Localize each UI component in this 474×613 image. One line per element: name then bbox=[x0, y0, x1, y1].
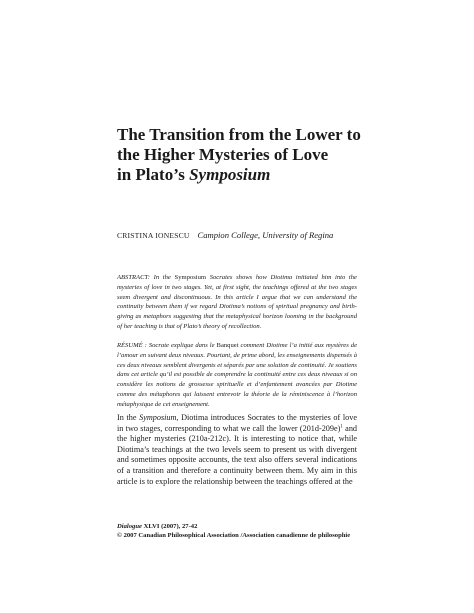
body-text-2: , Diotima introduces Socrates to the mysteries of love in two stages, corresponding to what we call the lower (201d-209e) bbox=[117, 413, 357, 433]
article-title bbox=[117, 125, 417, 185]
author-affiliation: Campion College, University of Regina bbox=[197, 230, 334, 240]
title-line-2: the Higher Mysteries of Love bbox=[117, 145, 329, 164]
byline bbox=[117, 230, 437, 240]
page-footer bbox=[117, 522, 397, 540]
citation-line bbox=[117, 522, 397, 531]
title-line-3-prefix: in Plato’s bbox=[117, 165, 190, 184]
copyright-line: © 2007 Canadian Philosophical Association /Association canadienne de philosophie bbox=[117, 532, 351, 539]
journal-name: Dialogue bbox=[117, 523, 142, 530]
footnote-marker[interactable]: 1 bbox=[340, 423, 343, 429]
body-text-1: In the bbox=[117, 413, 140, 422]
title-line-1: The Transition from the Lower to bbox=[117, 125, 361, 144]
resume-label: RÉSUMÉ : bbox=[117, 342, 147, 349]
abstract-en-text-1: In the bbox=[149, 274, 175, 281]
body-paragraph bbox=[117, 413, 357, 487]
abstract-fr-text-1: Socrate explique dans le bbox=[146, 342, 217, 349]
abstract-label: ABSTRACT: bbox=[117, 274, 150, 281]
abstract-en-text-2: Socrates shows how Diotima initiated him into the mysteries of love in two stages. Yet, at first sight, the teachings offered at the two stages seem divergent and discontinuous. In this article I argue that we can understand the continuity between them if we regard Diotima’s notions of spiritual pregnancy and birth-giving as metaphors suggesting that the metaphysical horizon looming in the background of her teaching is that of Plato’s theory of recollection. bbox=[117, 274, 357, 330]
body-text-3: and the higher mysteries (210a-212c). It is interesting to notice that, while Diotima’s teachings at the two levels seem to present us with divergent and sometimes opposite accounts, the text also offers several indications of a transition and therefore a continuity between them. My aim in this article is to explore the relationship between the teachings offered at the bbox=[117, 423, 358, 486]
abstract-french bbox=[117, 341, 357, 410]
journal-citation: XLVI (2007), 27-42 bbox=[141, 523, 198, 530]
abstract-fr-work-name: Banquet bbox=[216, 342, 239, 349]
abstract-fr-text-2: comment Diotime l’a initié aux mystères de l’amour en suivant deux niveaux. Pourtant, de prime abord, les enseignements dispensés à ces deux niveaux semblent divergents et séparés par une solution de continuité. Je soutiens dans cet article qu’il est possible de comprendre la continuité entre ces deux niveaux si on considère les notions de grossesse spirituelle et d’enfantement avancées par Diotime comme des métaphores qui laissent entrevoir la théorie de la réminiscence à l’horizon métaphysique de cet enseignement. bbox=[117, 342, 358, 408]
title-line-3 bbox=[117, 165, 417, 185]
body-work-name: Symposium bbox=[139, 413, 177, 422]
title-work-name: Symposium bbox=[189, 165, 271, 184]
author-name: CRISTINA IONESCU bbox=[117, 231, 190, 240]
abstract-en-work-name: Symposium bbox=[174, 274, 207, 281]
abstract-english bbox=[117, 273, 357, 332]
